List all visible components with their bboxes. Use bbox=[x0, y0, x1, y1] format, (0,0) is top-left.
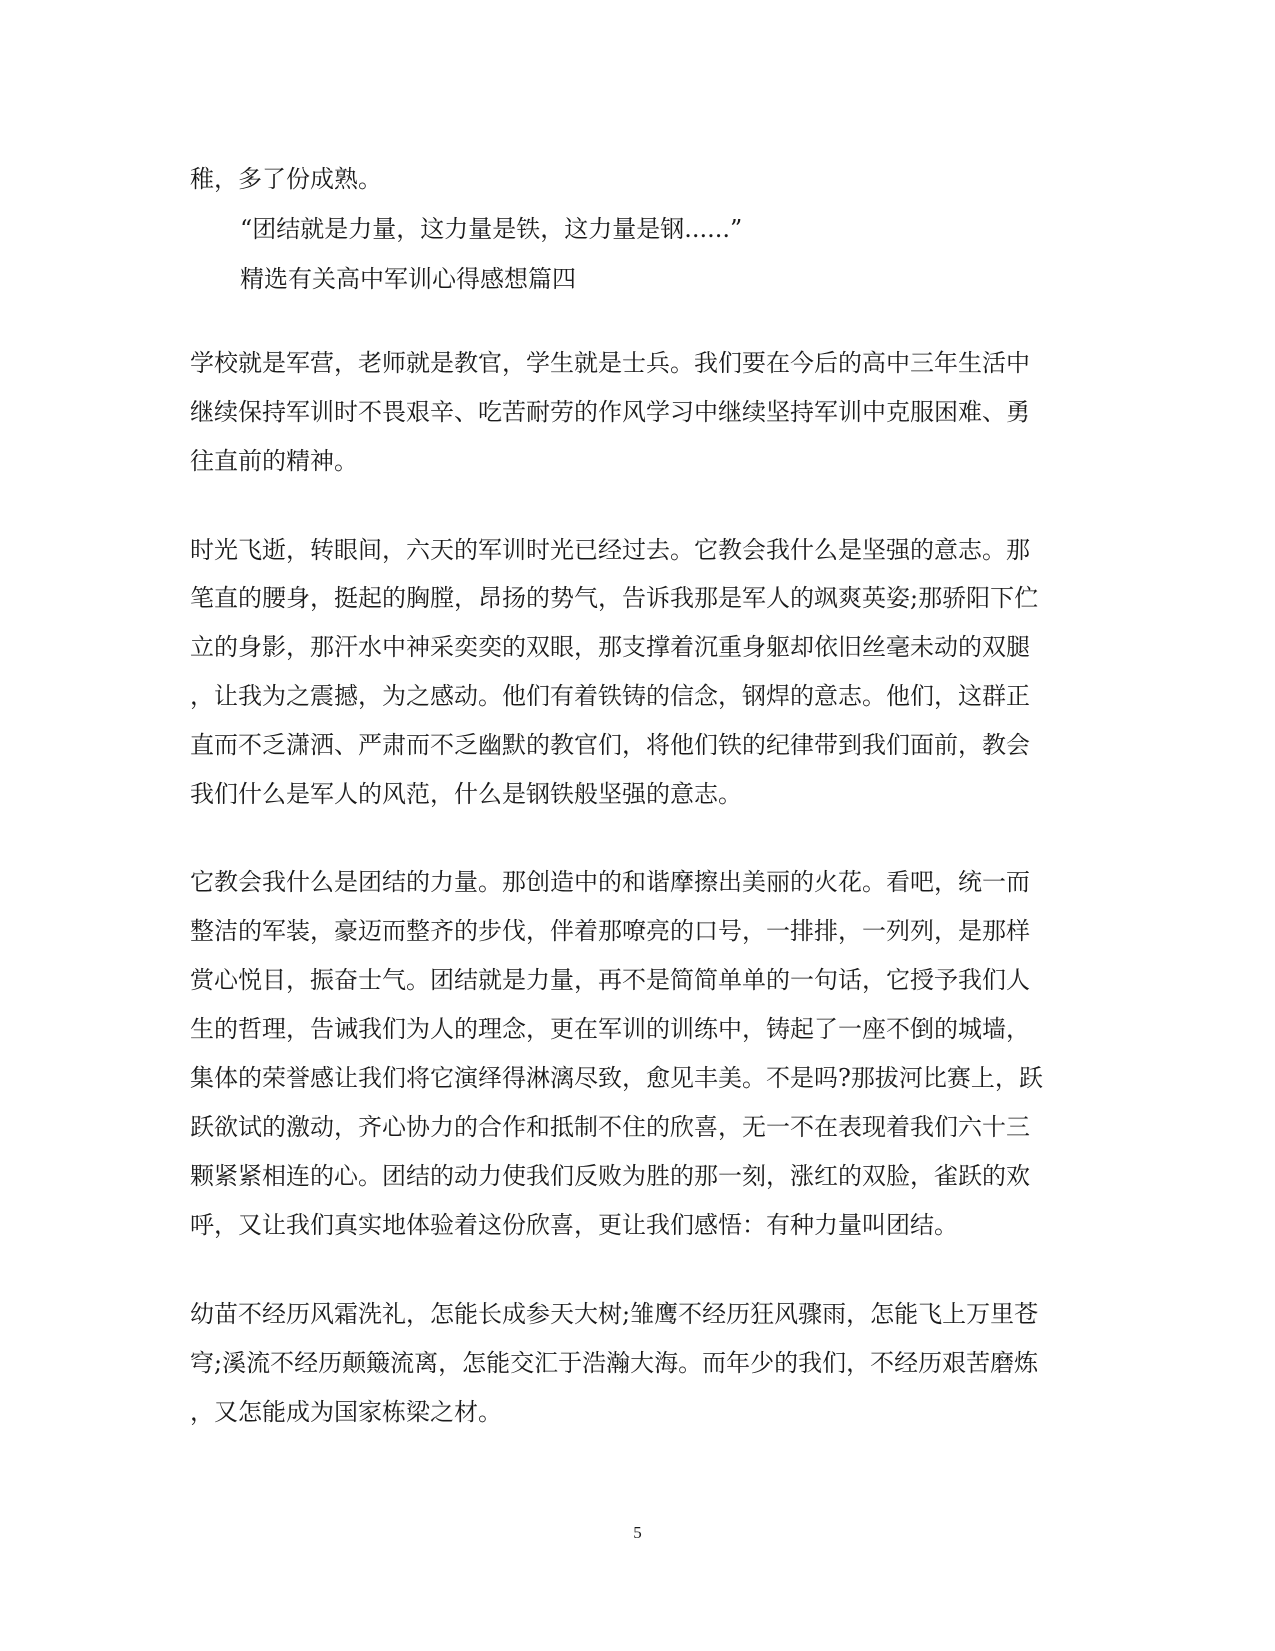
text-line: 集体的荣誉感让我们将它演绎得淋漓尽致，愈见丰美。不是吗?那拔河比赛上，跃 bbox=[190, 1064, 1043, 1092]
text-line: 笔直的腰身，挺起的胸膛，昂扬的势气，告诉我那是军人的飒爽英姿;那骄阳下伫 bbox=[190, 584, 1039, 612]
text-line: 整洁的军装，豪迈而整齐的步伐，伴着那嘹亮的口号，一排排，一列列，是那样 bbox=[190, 917, 1030, 945]
text-line: 稚，多了份成熟。 bbox=[190, 165, 382, 193]
page-number: 5 bbox=[633, 1523, 642, 1542]
quote-line: “团结就是力量，这力量是铁，这力量是钢......” bbox=[240, 215, 743, 243]
text-line: 立的身影，那汗水中神采奕奕的双眼，那支撑着沉重身躯却依旧丝毫未动的双腿 bbox=[190, 633, 1030, 661]
text-line: 赏心悦目，振奋士气。团结就是力量，再不是简简单单的一句话，它授予我们人 bbox=[190, 966, 1030, 994]
text-line: 它教会我什么是团结的力量。那创造中的和谐摩擦出美丽的火花。看吧，统一而 bbox=[190, 868, 1030, 896]
section-heading: 精选有关高中军训心得感想篇四 bbox=[240, 265, 576, 293]
text-line: 幼苗不经历风霜洗礼，怎能长成参天大树;雏鹰不经历狂风骤雨，怎能飞上万里苍 bbox=[190, 1300, 1039, 1328]
text-line: 呼，又让我们真实地体验着这份欣喜，更让我们感悟：有种力量叫团结。 bbox=[190, 1211, 958, 1239]
text-line: 直而不乏潇洒、严肃而不乏幽默的教官们，将他们铁的纪律带到我们面前，教会 bbox=[190, 731, 1030, 759]
text-line: 跃欲试的激动，齐心协力的合作和抵制不住的欣喜，无一不在表现着我们六十三 bbox=[190, 1113, 1030, 1141]
text-line: 继续保持军训时不畏艰辛、吃苦耐劳的作风学习中继续坚持军训中克服困难、勇 bbox=[190, 398, 1030, 426]
text-line: 时光飞逝，转眼间，六天的军训时光已经过去。它教会我什么是坚强的意志。那 bbox=[190, 536, 1030, 564]
text-line: 生的哲理，告诫我们为人的理念，更在军训的训练中，铸起了一座不倒的城墙， bbox=[190, 1015, 1030, 1043]
text-line: ，让我为之震撼，为之感动。他们有着铁铸的信念，钢焊的意志。他们，这群正 bbox=[190, 682, 1030, 710]
text-line: ，又怎能成为国家栋梁之材。 bbox=[190, 1398, 502, 1426]
text-line: 我们什么是军人的风范，什么是钢铁般坚强的意志。 bbox=[190, 780, 742, 808]
text-line: 学校就是军营，老师就是教官，学生就是士兵。我们要在今后的高中三年生活中 bbox=[190, 349, 1030, 377]
text-line: 往直前的精神。 bbox=[190, 447, 358, 475]
text-line: 穹;溪流不经历颠簸流离，怎能交汇于浩瀚大海。而年少的我们，不经历艰苦磨炼 bbox=[190, 1349, 1039, 1377]
text-line: 颗紧紧相连的心。团结的动力使我们反败为胜的那一刻，涨红的双脸，雀跃的欢 bbox=[190, 1162, 1030, 1190]
